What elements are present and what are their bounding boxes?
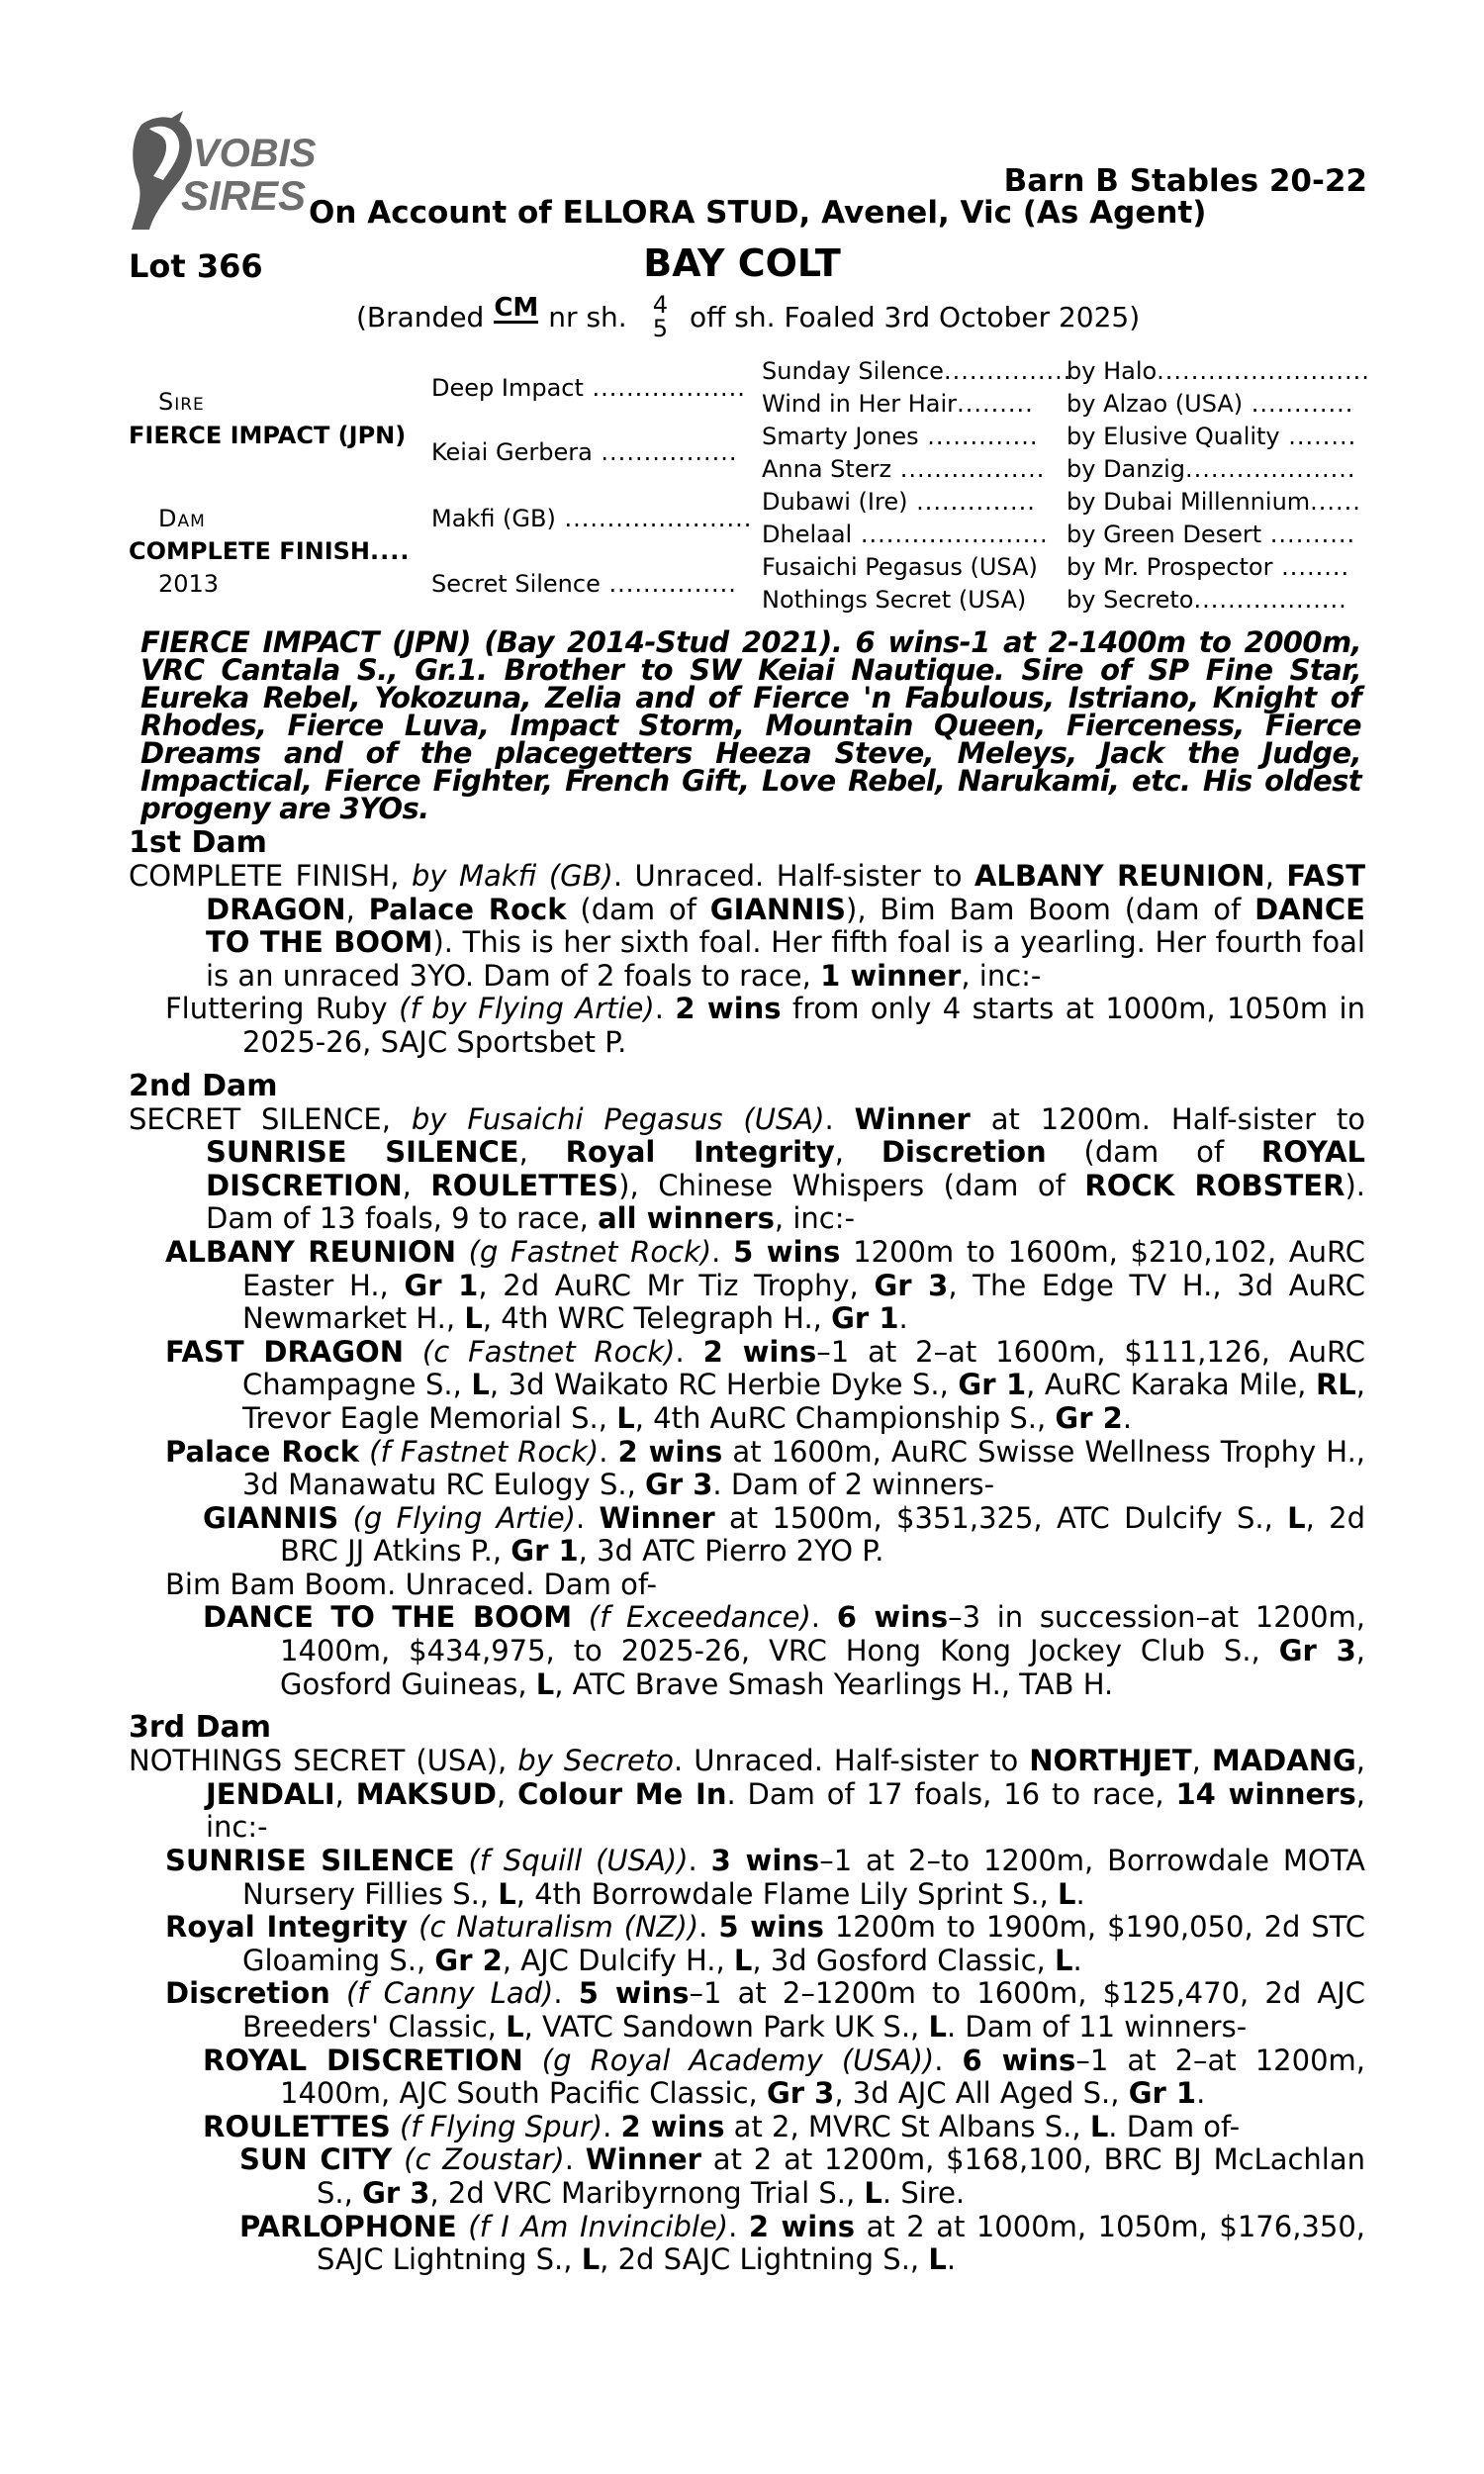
gen2-3: Makfi (GB) ...................... (431, 505, 753, 532)
gen4-3: by Elusive Quality ........ (1067, 423, 1357, 450)
third-dam-heading: 3rd Dam (129, 1710, 271, 1746)
progeny-discretion: Discretion (f Canny Lad). 5 wins–1 at 2–1200m to 1600m, $125,470, 2d AJC Breeders' Classic, L, VATC Sandown Park UK S., L. Dam of 11 winners- (165, 1976, 1365, 2044)
gen2-2: Keiai Gerbera ................ (431, 438, 738, 466)
gen4-4: by Danzig.................... (1067, 455, 1356, 483)
brand-denominator: 5 (652, 315, 668, 342)
progeny-palace-rock: Palace Rock (f Fastnet Rock). 2 wins at 1600m, AuRC Swisse Wellness Trophy H., 3d Manawatu RC Eulogy S., Gr 3. Dam of 2 winners- (165, 1434, 1366, 1502)
progeny-dance-to-the-boom: DANCE TO THE BOOM (f Exceedance). 6 wins–3 in succession–at 1200m, 1400m, $434,975, to 2025-26, VRC Hong Kong Jockey Club S., Gr 3, Gosford Guineas, L, ATC Brave Smash Yearlings H., TAB H. (203, 1600, 1366, 1701)
progeny-fast-dragon: FAST DRAGON (c Fastnet Rock). 2 wins–1 at 2–at 1600m, $111,126, AuRC Champagne S., L, 3d Waikato RC Herbie Dyke S., Gr 1, AuRC Karaka Mile, RL, Trevor Eagle Memorial S., L, 4th AuRC Championship S., Gr 2. (165, 1334, 1366, 1435)
dam-label: Dam (158, 505, 206, 532)
gen3-4: Anna Sterz ................. (762, 455, 1046, 483)
lot-number: Lot 366 (129, 247, 263, 285)
gen2-4: Secret Silence ............... (431, 570, 737, 598)
gen3-8: Nothings Secret (USA) (762, 586, 1027, 614)
barn-location: Barn B Stables 20-22 (1003, 163, 1367, 199)
svg-text:VOBIS: VOBIS (193, 132, 317, 175)
gen4-5: by Dubai Millennium...... (1067, 488, 1361, 516)
brand-mark: CM (494, 292, 539, 323)
progeny-royal-integrity: Royal Integrity (c Naturalism (NZ)). 5 wins 1200m to 1900m, $190,050, 2d STC Gloaming S., Gr 2, AJC Dulcify H., L, 3d Gosford Classic, L. (165, 1910, 1366, 1977)
gen4-6: by Green Desert .......... (1067, 521, 1356, 548)
progeny-royal-discretion: ROYAL DISCRETION (g Royal Academy (USA)). 6 wins–1 at 2–at 1200m, 1400m, AJC South Pacific Classic, Gr 3, 3d AJC All Aged S., Gr 1. (203, 2043, 1365, 2111)
progeny-bim-bam-boom: Bim Bam Boom. Unraced. Dam of- (165, 1567, 657, 1601)
brand-numerator: 4 (652, 291, 668, 319)
vobis-sires-logo (124, 111, 322, 235)
progeny-giannis: GIANNIS (g Flying Artie). Winner at 1500m, $351,325, ATC Dulcify S., L, 2d BRC JJ Atkins P., Gr 1, 3d ATC Pierro 2YO P. (203, 1500, 1366, 1569)
gen2-1: Deep Impact .................. (431, 374, 746, 402)
gen4-8: by Secreto.................. (1067, 586, 1347, 614)
brand-mid: nr sh. (548, 300, 627, 333)
sire-label: Sire (158, 388, 205, 416)
gen4-1: by Halo......................... (1067, 357, 1370, 385)
progeny-sunrise-silence: SUNRISE SILENCE (f Squill (USA)). 3 wins–1 at 2–to 1200m, Borrowdale MOTA Nursery Fillies S., L, 4th Borrowdale Flame Lily Sprint S., L. (165, 1844, 1366, 1911)
brand-line (356, 293, 1140, 340)
dam-name: COMPLETE FINISH.... (129, 537, 411, 565)
dam-year: 2013 (158, 570, 220, 598)
brand-pre: (Branded (356, 300, 485, 333)
first-dam-heading: 1st Dam (129, 825, 267, 860)
gen3-2: Wind in Her Hair......... (762, 390, 1034, 418)
dam-details (129, 826, 1365, 2277)
page-title: BAY COLT (643, 241, 841, 285)
second-dam-paragraph: SECRET SILENCE, by Fusaichi Pegasus (USA). Winner at 1200m. Half-sister to SUNRISE SILENCE, Royal Integrity, Discretion (dam of ROYAL DISCRETION, ROULETTES), Chinese Whispers (dam of ROCK ROBSTER). Dam of 13 foals, 9 to race, all winners, inc:- (129, 1101, 1366, 1236)
gen3-1: Sunday Silence............... (762, 357, 1072, 385)
vendor-account: On Account of ELLORA STUD, Avenel, Vic (As Agent) (309, 195, 1207, 231)
first-dam-paragraph: COMPLETE FINISH, by Makfi (GB). Unraced. Half-sister to ALBANY REUNION, FAST DRAGON, Palace Rock (dam of GIANNIS), Bim Bam Boom (dam of DANCE TO THE BOOM). This is her sixth foal. Her fifth foal is a yearling. Her fourth foal is an unraced 3YO. Dam of 2 foals to race, 1 winner, inc:- (129, 859, 1366, 993)
sire-name: FIERCE IMPACT (JPN) (129, 422, 407, 449)
third-dam-paragraph: NOTHINGS SECRET (USA), by Secreto. Unraced. Half-sister to NORTHJET, MADANG, JENDALI, MAKSUD, Colour Me In. Dam of 17 foals, 16 to race, 14 winners, inc:- (129, 1744, 1365, 1845)
gen4-2: by Alzao (USA) ............ (1067, 390, 1354, 418)
progeny-parlophone: PARLOPHONE (f I Am Invincible). 2 wins at 2 at 1000m, 1050m, $176,350, SAJC Lightning S., L, 2d SAJC Lightning S., L. (239, 2209, 1365, 2277)
gen3-6: Dhelaal ...................... (762, 521, 1049, 548)
svg-text:SIRES: SIRES (181, 172, 307, 219)
gen4-7: by Mr. Prospector ........ (1067, 553, 1350, 581)
progeny-sun-city: SUN CITY (c Zoustar). Winner at 2 at 1200m, $168,100, BRC BJ McLachlan S., Gr 3, 2d VRC Maribyrnong Trial S., L. Sire. (239, 2142, 1366, 2210)
sire-note: FIERCE IMPACT (JPN) (Bay 2014-Stud 2021). 6 wins-1 at 2-1400m to 2000m, VRC Cantala S., Gr.1. Brother to SW Keiai Nautique. Sire of SP Fine Star, Eureka Rebel, Yokozuna, Zelia and of Fierce 'n Fabulous, Istriano, Knight of Rhodes, Fierce Luva, Impact Storm, Mountain Queen, Fierceness, Fierce Dreams and of the placegetters Heeza Steve, Meleys, Jack the Judge, Impactical, Fierce Fighter, French Gift, Love Rebel, Narukami, etc. His oldest progeny are 3YOs. (140, 625, 1361, 825)
gen3-7: Fusaichi Pegasus (USA) (762, 553, 1038, 581)
gen3-3: Smarty Jones ............. (762, 423, 1039, 450)
progeny-albany-reunion: ALBANY REUNION (g Fastnet Rock). 5 wins 1200m to 1600m, $210,102, AuRC Easter H., Gr 1, 2d AuRC Mr Tiz Trophy, Gr 3, The Edge TV H., 3d AuRC Newmarket H., L, 4th WRC Telegraph H., Gr 1. (165, 1234, 1365, 1336)
progeny-fluttering-ruby: Fluttering Ruby (f by Flying Artie). 2 wins from only 4 starts at 1000m, 1050m in 2025-26, SAJC Sportsbet P. (165, 992, 1365, 1059)
brand-post: off sh. Foaled 3rd October 2025) (689, 300, 1141, 333)
second-dam-heading: 2nd Dam (129, 1068, 278, 1103)
brand-fraction (653, 293, 668, 340)
progeny-roulettes: ROULETTES (f Flying Spur). 2 wins at 2, MVRC St Albans S., L. Dam of- (203, 2109, 1241, 2143)
gen3-5: Dubawi (Ire) .............. (762, 488, 1036, 516)
